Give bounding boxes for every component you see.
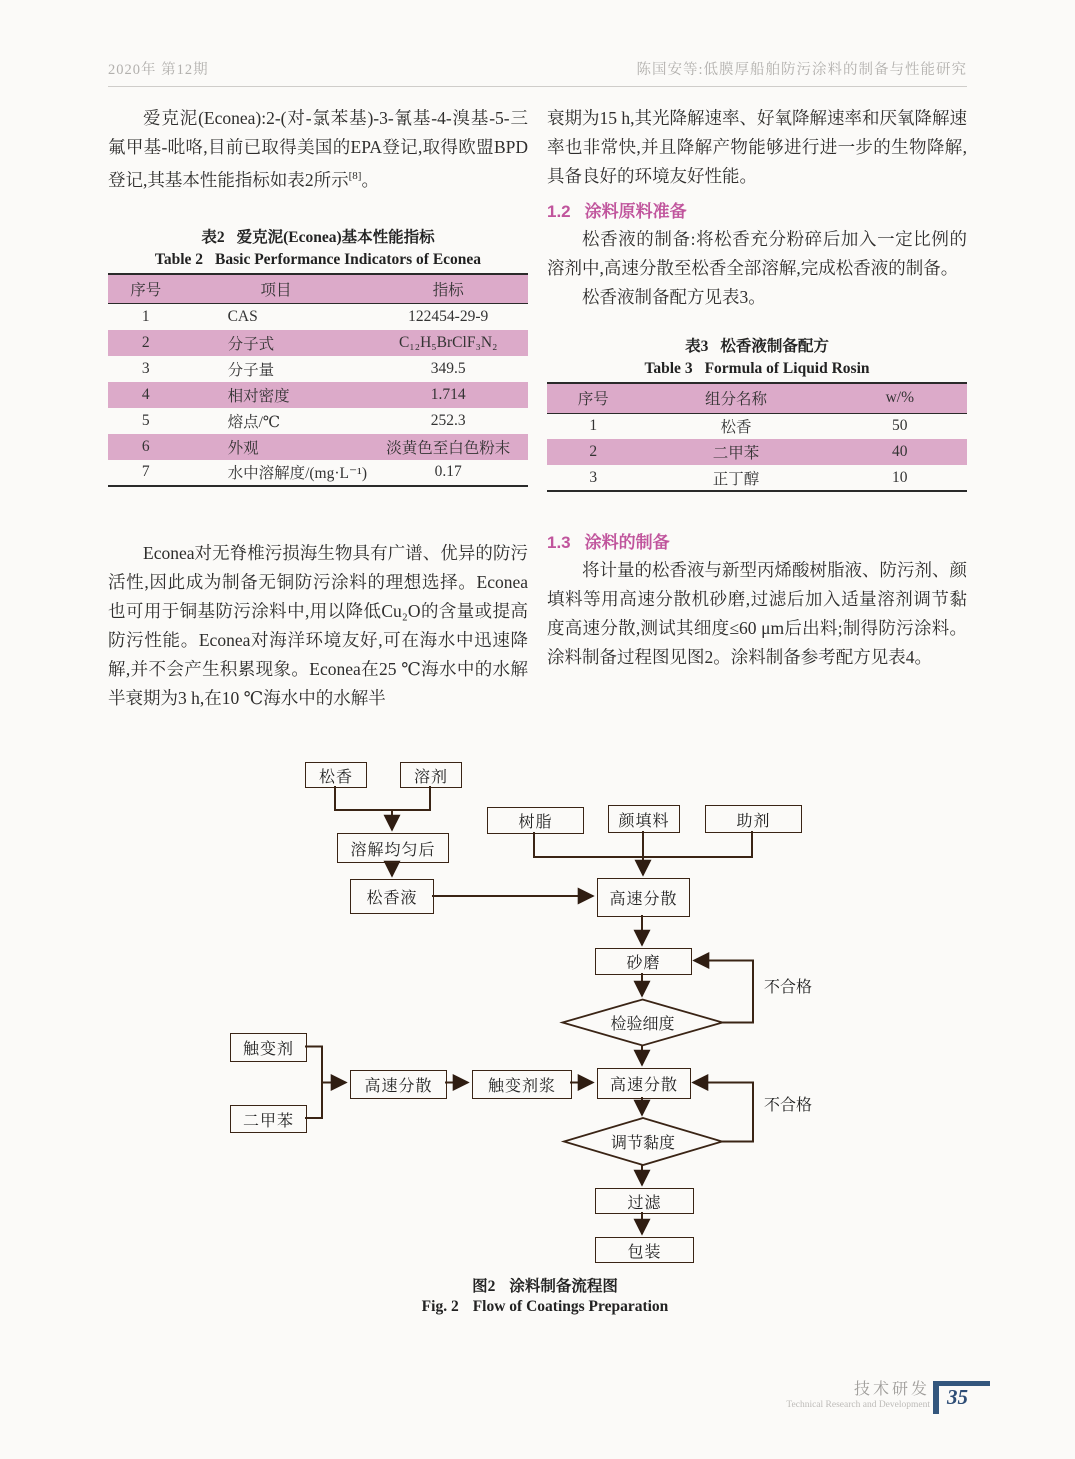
table-row <box>547 413 967 439</box>
table-cell: 3 <box>589 468 598 486</box>
flow-node-solvent: 溶剂 <box>400 762 462 788</box>
flow-label-reject-2: 不合格 <box>763 1096 812 1114</box>
table3-title-en <box>547 358 967 380</box>
running-title: 陈国安等:低膜厚船舶防污涂料的制备与性能研究 <box>636 62 967 78</box>
table-cell: 正丁醇 <box>712 470 760 488</box>
table3-title-cn-text: 松香液制备配方 <box>720 338 829 355</box>
flow-label-reject-1: 不合格 <box>763 978 812 996</box>
section-number: 1.2 <box>547 202 571 221</box>
paragraph-econea-properties: Econea对无脊椎污损海生物具有广谱、优异的防污活性,因此成为制备无铜防污涂料的理想选择。Econea也可用于铜基防污涂料中,用以降低Cu₂O的含量或提高防污性能。Econea对海洋环境友好,可在海水中迅速降解,并不会产生积累现象。Econea在25 ℃海水中的水解半衰期为3 h,在10 ℃海水中的水解半 <box>108 542 528 708</box>
table3-header-row <box>547 383 967 413</box>
table-cell: 2 <box>141 333 150 351</box>
table2-title-en-text: Basic Performance Indicators of Econea <box>215 250 482 268</box>
table-cell: 50 <box>892 417 908 435</box>
figure2-caption-en-text: Flow of Coatings Preparation <box>472 1298 669 1315</box>
flow-node-thixo-slurry: 触变剂浆 <box>472 1070 572 1099</box>
table-cell: 4 <box>141 385 150 403</box>
table2-label-en: Table 2 <box>154 250 204 268</box>
table-row <box>547 465 967 491</box>
table3 <box>547 382 967 492</box>
table-cell: 熔点/℃ <box>227 413 281 431</box>
table-cell: 122454-29-9 <box>408 308 489 326</box>
flow-node-thixotrope: 触变剂 <box>230 1033 307 1062</box>
paragraph-rosin-liquid: 松香液的制备:将松香充分粉碎后加入一定比例的溶剂中,高速分散至松香全部溶解,完成松香液的制备。 <box>547 229 967 278</box>
paragraph-degradation: 衰期为15 h,其光降解速率、好氧降解速率和厌氧降解速率也非常快,并且降解产物能够进行进一步的生物降解,具备良好的环境友好性能。 <box>547 108 967 186</box>
table-cell: 2 <box>589 443 598 460</box>
flow-node-high-speed-dispersion-2: 高速分散 <box>597 1068 691 1099</box>
table2-title-cn <box>108 227 528 249</box>
flow-node-dissolve: 溶解均匀后 <box>337 833 449 863</box>
table-cell: 7 <box>141 463 150 481</box>
figure2-caption-cn <box>330 1274 760 1296</box>
flow-node-check-fineness: 检验细度 <box>610 1016 675 1033</box>
table-row <box>108 330 528 356</box>
flow-node-high-speed-dispersion-1: 高速分散 <box>597 878 690 917</box>
page-number: 35 <box>947 1385 968 1409</box>
table-cell: 349.5 <box>430 359 466 377</box>
table3-label-cn: 表3 <box>685 338 709 355</box>
section-heading-1-2 <box>547 199 967 225</box>
table-cell: 淡黄色至白色粉末 <box>386 439 511 457</box>
figure2-label-en: Fig. 2 <box>421 1298 459 1315</box>
table2-col-header: 指标 <box>432 282 464 300</box>
paragraph-econea-intro <box>108 104 528 195</box>
paragraph-coating-preparation: 将计量的松香液与新型丙烯酸树脂液、防污剂、颜填料等用高速分散机砂磨,过滤后加入适量溶剂调节黏度高速分散,测试其细度≤60 μm后出料;制得防污涂料。涂料制备过程图见图2。涂料制备参考配方见表4。 <box>547 560 967 667</box>
table-cell: 分子量 <box>227 361 275 379</box>
table-cell: 6 <box>141 437 150 455</box>
table-cell: C₁₂H₅BrClF₃N₂ <box>398 333 498 351</box>
table2-label-cn: 表2 <box>201 228 225 246</box>
flow-node-xylene: 二甲苯 <box>230 1105 307 1133</box>
table2-col-header: 项目 <box>260 282 292 300</box>
flow-node-sand-mill: 砂磨 <box>595 948 692 975</box>
table3-label-en: Table 3 <box>644 360 693 377</box>
figure2-caption-en <box>330 1298 760 1316</box>
flow-node-rosin: 松香 <box>305 762 367 788</box>
header-rule <box>108 86 967 87</box>
figure2-label-cn: 图2 <box>472 1278 496 1295</box>
table2-title-cn-text: 爱克泥(Econea)基本性能指标 <box>236 228 435 246</box>
table-cell: 1.714 <box>430 385 466 403</box>
section-title: 涂料的制备 <box>584 533 670 552</box>
figure2-caption-cn-text: 涂料制备流程图 <box>509 1278 618 1295</box>
table2 <box>108 273 528 487</box>
table-cell: 二甲苯 <box>712 445 760 462</box>
section-number: 1.3 <box>547 533 571 552</box>
footer-section-en: Technical Research and Development <box>786 1400 930 1410</box>
paragraph-text: 爱克泥(Econea):2-(对-氯苯基)-3-氰基-4-溴基-5-三氟甲基-吡咯,目前已取得美国的EPA登记,取得欧盟BPD登记,其基本性能指标如表2所示 <box>108 108 528 190</box>
table3-title-en-text: Formula of Liquid Rosin <box>704 360 870 377</box>
table-row <box>108 304 528 330</box>
table-row <box>108 408 528 434</box>
table-cell: 相对密度 <box>227 387 290 405</box>
table-cell: 1 <box>589 417 598 435</box>
table-cell: 10 <box>892 468 908 486</box>
table-cell: 0.17 <box>434 463 462 481</box>
table-cell: 3 <box>141 359 150 377</box>
table3-col-header: 组分名称 <box>704 391 767 409</box>
flow-node-packaging: 包装 <box>595 1237 694 1263</box>
table2-col-header: 序号 <box>130 282 162 300</box>
flow-node-high-speed-dispersion-3: 高速分散 <box>350 1070 447 1099</box>
table-row <box>547 439 967 465</box>
table-cell: 40 <box>892 443 908 460</box>
table2-title-en <box>108 249 528 271</box>
table-cell: 外观 <box>227 439 259 457</box>
table-row <box>108 434 528 460</box>
table3-col-header: 序号 <box>577 391 609 409</box>
journal-issue: 2020年 第12期 <box>108 62 209 78</box>
footer-section-cn: 技术研发 <box>853 1381 930 1398</box>
table-cell: 1 <box>141 308 150 326</box>
footer-bracket-vertical <box>933 1381 939 1414</box>
table-row <box>108 356 528 382</box>
paragraph-end: 。 <box>361 169 379 190</box>
table-cell: 252.3 <box>430 411 466 429</box>
table-row <box>108 460 528 486</box>
table2-header-row <box>108 274 528 304</box>
flow-node-rosin-liquid: 松香液 <box>350 879 434 914</box>
left-column <box>108 104 528 713</box>
table3-title-cn <box>547 336 967 358</box>
flow-node-filter: 过滤 <box>595 1188 694 1214</box>
table-cell: CAS <box>227 308 258 326</box>
section-heading-1-3 <box>547 530 967 556</box>
table-cell: 松香 <box>720 419 752 437</box>
flowchart-figure <box>225 755 870 1267</box>
flow-node-resin: 树脂 <box>487 807 584 834</box>
table-cell: 分子式 <box>227 335 275 353</box>
table3-col-header: w/% <box>885 389 914 407</box>
reference-marker: [8] <box>348 170 362 182</box>
flow-node-adjust-viscosity: 调节黏度 <box>610 1135 675 1152</box>
paragraph-see-table3: 松香液制备配方见表3。 <box>582 287 766 307</box>
table-cell: 水中溶解度/(mg·L⁻¹) <box>227 465 367 483</box>
section-title: 涂料原料准备 <box>584 202 687 221</box>
flow-node-additive: 助剂 <box>705 805 802 833</box>
table-cell: 5 <box>141 411 150 429</box>
flow-node-pigment-filler: 颜填料 <box>608 805 680 833</box>
table-row <box>108 382 528 408</box>
right-column <box>547 104 967 672</box>
